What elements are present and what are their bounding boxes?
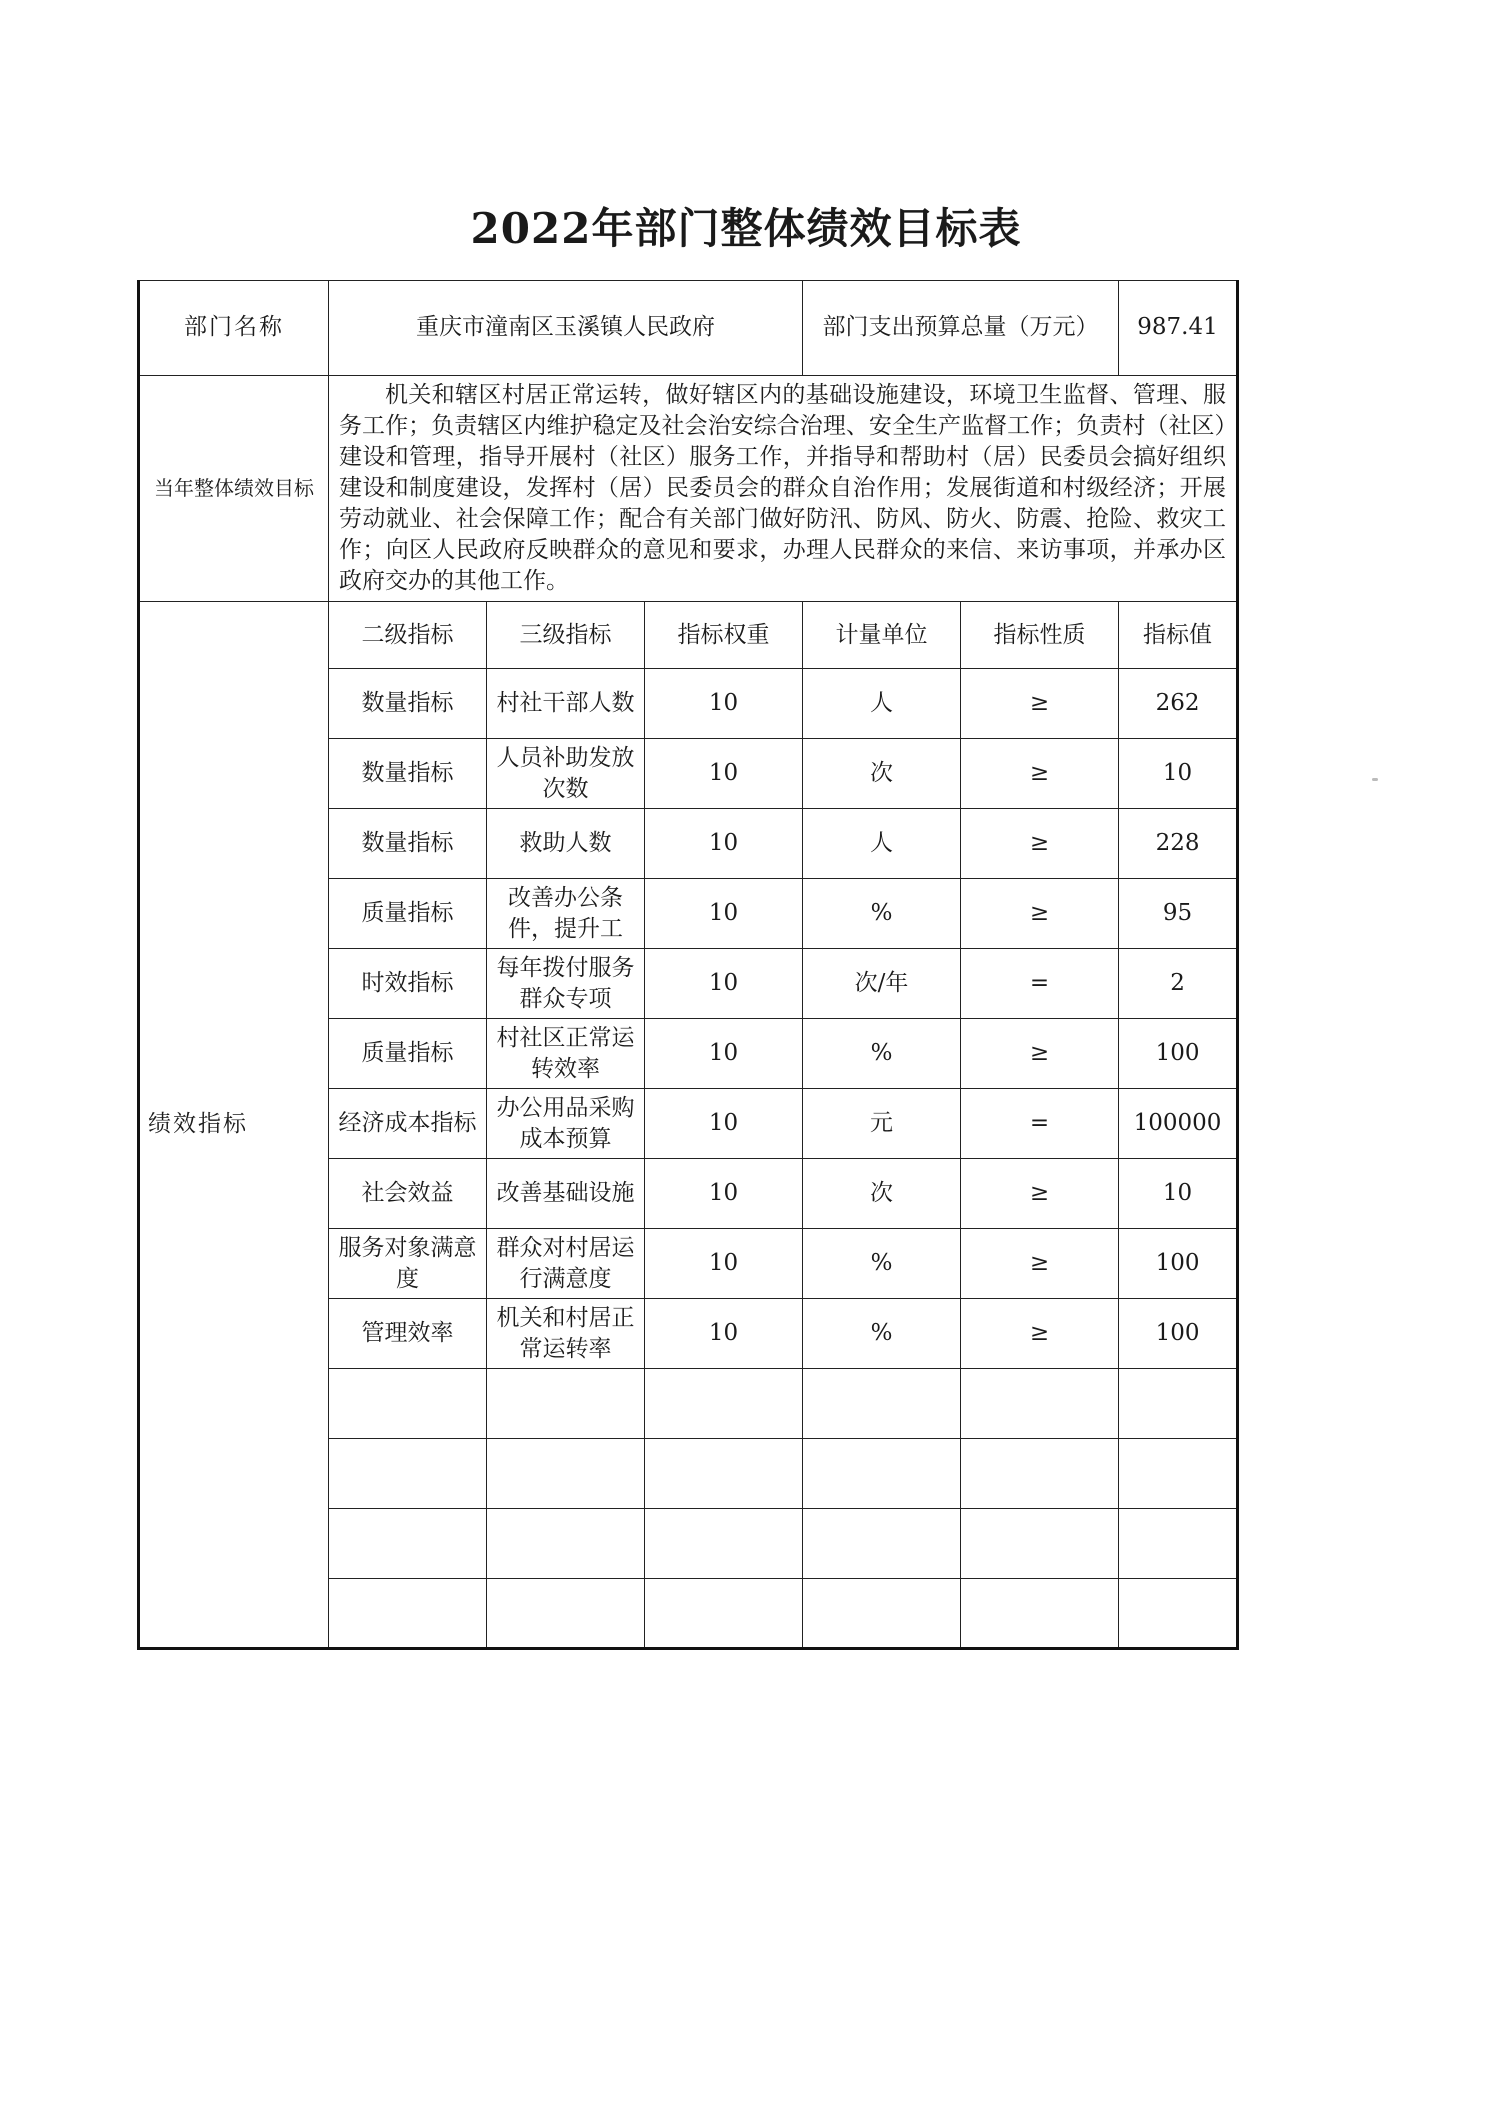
indicators-section-label: 绩效指标	[139, 602, 329, 1649]
header-value: 指标值	[1119, 602, 1238, 669]
cell-nature: ≥	[961, 669, 1119, 739]
cell-weight: 10	[645, 739, 803, 809]
cell-weight: 10	[645, 1019, 803, 1089]
dept-name-label: 部门名称	[139, 281, 329, 376]
cell-level3: 机关和村居正常运转率	[487, 1299, 645, 1369]
empty-cell	[645, 1439, 803, 1509]
cell-value: 10	[1119, 1159, 1238, 1229]
cell-unit: 次	[803, 739, 961, 809]
dept-name-value: 重庆市潼南区玉溪镇人民政府	[329, 281, 803, 376]
empty-cell	[487, 1369, 645, 1439]
cell-nature: =	[961, 1089, 1119, 1159]
cell-level2: 数量指标	[329, 739, 487, 809]
indicator-header-row	[139, 602, 1238, 669]
empty-cell	[1119, 1439, 1238, 1509]
empty-cell	[803, 1509, 961, 1579]
cell-value: 100	[1119, 1229, 1238, 1299]
cell-unit: %	[803, 879, 961, 949]
empty-cell	[961, 1579, 1119, 1649]
scan-speck	[1372, 778, 1378, 781]
cell-weight: 10	[645, 879, 803, 949]
cell-level2: 质量指标	[329, 1019, 487, 1089]
empty-cell	[487, 1439, 645, 1509]
cell-level2: 服务对象满意度	[329, 1229, 487, 1299]
cell-nature: ≥	[961, 1229, 1119, 1299]
header-unit: 计量单位	[803, 602, 961, 669]
budget-label: 部门支出预算总量（万元）	[803, 281, 1119, 376]
cell-weight: 10	[645, 1089, 803, 1159]
empty-cell	[803, 1579, 961, 1649]
cell-level3: 救助人数	[487, 809, 645, 879]
cell-value: 100000	[1119, 1089, 1238, 1159]
empty-cell	[961, 1439, 1119, 1509]
empty-cell	[645, 1509, 803, 1579]
cell-level3: 改善基础设施	[487, 1159, 645, 1229]
cell-level2: 数量指标	[329, 809, 487, 879]
cell-unit: 人	[803, 809, 961, 879]
cell-weight: 10	[645, 1159, 803, 1229]
cell-nature: =	[961, 949, 1119, 1019]
empty-cell	[329, 1579, 487, 1649]
cell-level2: 管理效率	[329, 1299, 487, 1369]
empty-cell	[1119, 1579, 1238, 1649]
cell-weight: 10	[645, 949, 803, 1019]
performance-table	[137, 280, 1239, 1650]
cell-value: 10	[1119, 739, 1238, 809]
cell-level3: 改善办公条件，提升工	[487, 879, 645, 949]
cell-level3: 村社干部人数	[487, 669, 645, 739]
empty-cell	[329, 1509, 487, 1579]
cell-nature: ≥	[961, 1019, 1119, 1089]
budget-value: 987.41	[1119, 281, 1238, 376]
cell-level2: 时效指标	[329, 949, 487, 1019]
cell-level3: 群众对村居运行满意度	[487, 1229, 645, 1299]
cell-weight: 10	[645, 1229, 803, 1299]
cell-unit: 人	[803, 669, 961, 739]
cell-nature: ≥	[961, 1159, 1119, 1229]
goal-label: 当年整体绩效目标	[139, 376, 329, 602]
cell-nature: ≥	[961, 1299, 1119, 1369]
cell-weight: 10	[645, 669, 803, 739]
cell-level3: 办公用品采购成本预算	[487, 1089, 645, 1159]
cell-unit: %	[803, 1019, 961, 1089]
cell-unit: 元	[803, 1089, 961, 1159]
empty-cell	[487, 1509, 645, 1579]
cell-value: 2	[1119, 949, 1238, 1019]
cell-level2: 社会效益	[329, 1159, 487, 1229]
empty-cell	[803, 1369, 961, 1439]
cell-unit: 次	[803, 1159, 961, 1229]
cell-value: 100	[1119, 1299, 1238, 1369]
goal-text: 机关和辖区村居正常运转，做好辖区内的基础设施建设，环境卫生监督、管理、服务工作；负责辖区内维护稳定及社会治安综合治理、安全生产监督工作；负责村（社区）建设和管理，指导开展村（社区）服务工作，并指导和帮助村（居）民委员会搞好组织建设和制度建设，发挥村（居）民委员会的群众自治作用；发展街道和村级经济；开展劳动就业、社会保障工作；配合有关部门做好防汛、防风、防火、防震、抢险、救灾工作；向区人民政府反映群众的意见和要求，办理人民群众的来信、来访事项，并承办区政府交办的其他工作。	[329, 376, 1238, 602]
cell-value: 262	[1119, 669, 1238, 739]
empty-cell	[645, 1579, 803, 1649]
header-nature: 指标性质	[961, 602, 1119, 669]
empty-cell	[487, 1579, 645, 1649]
empty-cell	[803, 1439, 961, 1509]
empty-cell	[1119, 1509, 1238, 1579]
cell-level2: 质量指标	[329, 879, 487, 949]
cell-weight: 10	[645, 809, 803, 879]
cell-value: 95	[1119, 879, 1238, 949]
cell-value: 100	[1119, 1019, 1238, 1089]
page-title: 2022年部门整体绩效目标表	[470, 204, 1022, 253]
header-weight: 指标权重	[645, 602, 803, 669]
empty-cell	[961, 1509, 1119, 1579]
cell-nature: ≥	[961, 809, 1119, 879]
cell-level3: 每年拨付服务群众专项	[487, 949, 645, 1019]
empty-cell	[961, 1369, 1119, 1439]
cell-unit: %	[803, 1229, 961, 1299]
cell-unit: %	[803, 1299, 961, 1369]
cell-nature: ≥	[961, 879, 1119, 949]
empty-cell	[329, 1369, 487, 1439]
cell-nature: ≥	[961, 739, 1119, 809]
empty-cell	[1119, 1369, 1238, 1439]
cell-weight: 10	[645, 1299, 803, 1369]
cell-unit: 次/年	[803, 949, 961, 1019]
cell-level3: 村社区正常运转效率	[487, 1019, 645, 1089]
cell-level3: 人员补助发放次数	[487, 739, 645, 809]
dept-row	[139, 281, 1238, 376]
cell-value: 228	[1119, 809, 1238, 879]
header-level2: 二级指标	[329, 602, 487, 669]
empty-cell	[329, 1439, 487, 1509]
header-level3: 三级指标	[487, 602, 645, 669]
empty-cell	[645, 1369, 803, 1439]
cell-level2: 数量指标	[329, 669, 487, 739]
goal-row	[139, 376, 1238, 602]
cell-level2: 经济成本指标	[329, 1089, 487, 1159]
